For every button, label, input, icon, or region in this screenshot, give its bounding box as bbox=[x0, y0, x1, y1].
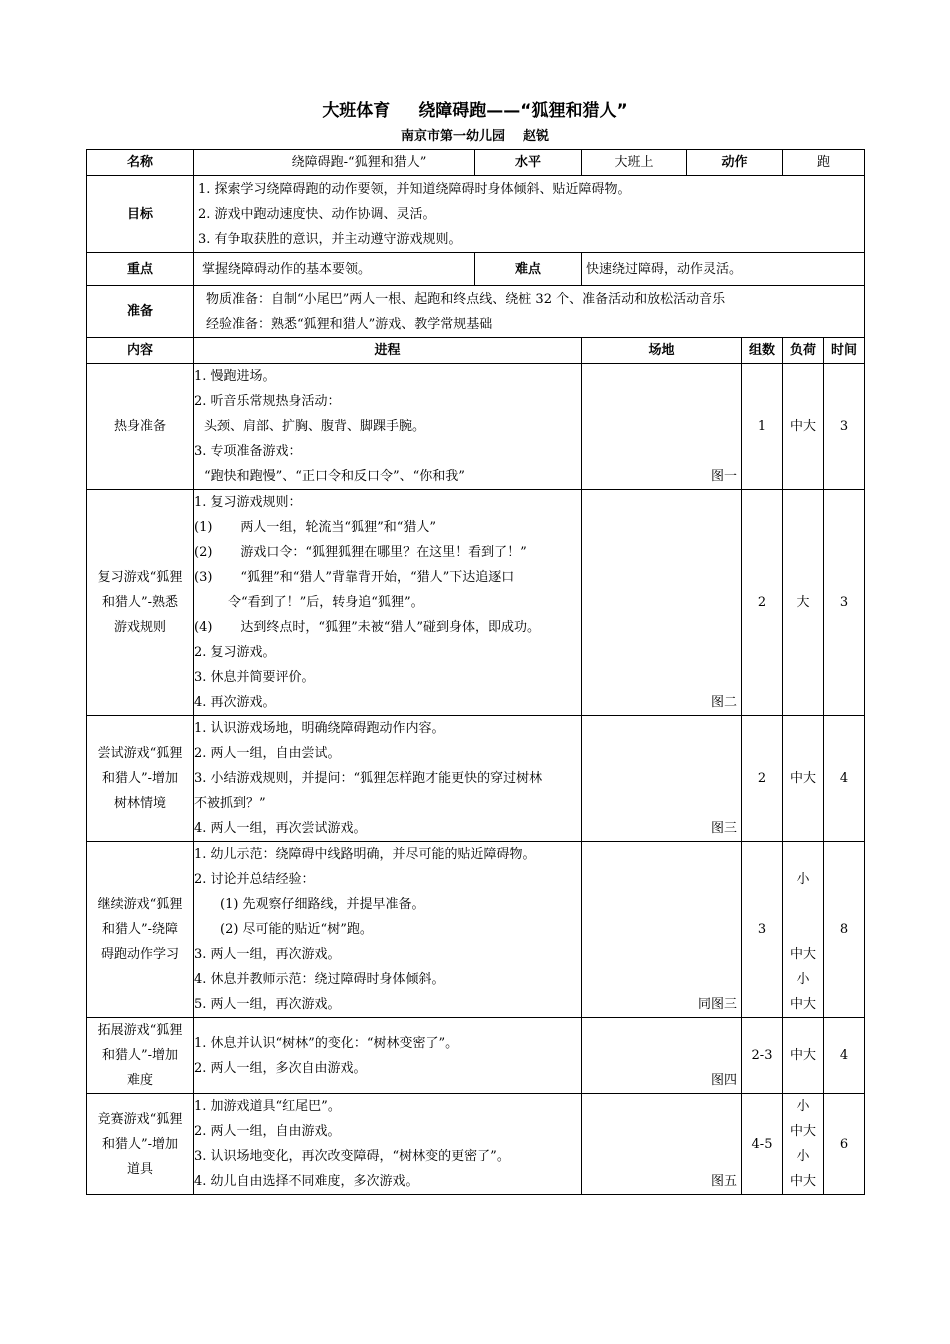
step-item bbox=[194, 540, 581, 565]
section-load bbox=[783, 1094, 824, 1195]
section-content-line: 和猎人”-增加 bbox=[101, 1048, 179, 1063]
lesson-plan-table bbox=[86, 149, 865, 1195]
step-number: (3) bbox=[194, 570, 213, 585]
step-item bbox=[194, 515, 581, 540]
document-subtitle bbox=[0, 127, 950, 147]
step-item bbox=[194, 565, 581, 590]
section-load bbox=[783, 490, 824, 716]
step-item: 令“看到了！”后，转身追“狐狸”。 bbox=[228, 595, 424, 610]
section-time: 6 bbox=[824, 1094, 865, 1195]
step-item: 4. 两人一组，再次尝试游戏。 bbox=[194, 821, 367, 836]
section-site: 图五 bbox=[582, 1094, 742, 1195]
goal-item: 1. 探索学习绕障碍跑的动作要领，并知道绕障碍时身体倾斜、贴近障碍物。 bbox=[198, 181, 631, 197]
section-content-line: 和猎人”-增加 bbox=[101, 1136, 179, 1152]
step-item: 1. 慢跑进场。 bbox=[194, 369, 276, 384]
load-value: 小 bbox=[796, 1149, 810, 1164]
step-item: 1. 加游戏道具“红尾巴”。 bbox=[194, 1099, 341, 1114]
prep-label: 准备 bbox=[87, 286, 194, 338]
info-row-name bbox=[87, 150, 865, 176]
load-value: 中大 bbox=[790, 1048, 817, 1063]
section-row bbox=[87, 1018, 865, 1094]
difficulty-value: 快速绕过障碍，动作灵活。 bbox=[582, 253, 865, 286]
step-item: 3. 休息并简要评价。 bbox=[194, 670, 315, 685]
section-content bbox=[87, 490, 194, 716]
info-row-goals bbox=[87, 176, 865, 253]
section-steps bbox=[194, 364, 582, 490]
info-row-prep bbox=[87, 286, 865, 338]
name-label: 名称 bbox=[87, 150, 194, 176]
header-content: 内容 bbox=[87, 338, 194, 364]
document-title bbox=[0, 99, 950, 123]
section-site: 图一 bbox=[582, 364, 742, 490]
goals-cell bbox=[194, 176, 865, 253]
step-item: 3. 专项准备游戏： bbox=[194, 444, 302, 459]
section-row bbox=[87, 716, 865, 842]
prep-cell bbox=[194, 286, 865, 338]
step-item: 4. 幼儿自由选择不同难度，多次游戏。 bbox=[194, 1174, 419, 1189]
step-item: 1. 认识游戏场地，明确绕障碍跑动作内容。 bbox=[194, 721, 445, 736]
level-label: 水平 bbox=[475, 150, 582, 176]
title-left: 大班体育 bbox=[322, 101, 391, 121]
step-item: 2. 两人一组，多次自由游戏。 bbox=[194, 1060, 367, 1076]
step-item: 2. 两人一组，自由游戏。 bbox=[194, 1124, 341, 1139]
key-label: 重点 bbox=[87, 253, 194, 286]
step-item bbox=[194, 615, 581, 640]
load-value: 中大 bbox=[790, 1124, 817, 1139]
section-content-line: 拓展游戏“狐狸 bbox=[97, 1023, 183, 1038]
section-content-line: 游戏规则 bbox=[113, 620, 166, 635]
section-content-line: 难度 bbox=[126, 1073, 153, 1088]
goals-label: 目标 bbox=[87, 176, 194, 253]
step-item: 2. 听音乐常规热身活动： bbox=[194, 394, 341, 409]
section-steps bbox=[194, 716, 582, 842]
section-time: 8 bbox=[824, 842, 865, 1018]
load-value: 小 bbox=[796, 872, 810, 887]
section-groups: 2 bbox=[742, 490, 783, 716]
section-content-line: 复习游戏“狐狸 bbox=[97, 570, 183, 585]
name-value: 绕障碍跑-“狐狸和猎人” bbox=[194, 150, 475, 176]
section-row bbox=[87, 842, 865, 1018]
section-steps bbox=[194, 842, 582, 1018]
step-item: 5. 两人一组，再次游戏。 bbox=[194, 997, 341, 1012]
difficulty-label: 难点 bbox=[475, 253, 582, 286]
section-time: 4 bbox=[824, 716, 865, 842]
section-steps bbox=[194, 1018, 582, 1094]
section-content-line: 和猎人”-绕障 bbox=[101, 922, 179, 937]
prep-item: 物质准备：自制“小尾巴”两人一根、起跑和终点线、绕桩 32 个、准备活动和放松活动音乐 bbox=[206, 291, 726, 307]
section-load bbox=[783, 364, 824, 490]
step-number: (4) bbox=[194, 620, 213, 635]
step-text: 达到终点时，“狐狸”未被“猎人”碰到身体，即成功。 bbox=[240, 620, 541, 635]
load-value: 中大 bbox=[790, 771, 817, 786]
section-groups: 2-3 bbox=[742, 1018, 783, 1094]
section-groups: 3 bbox=[742, 842, 783, 1018]
step-item: 2. 讨论并总结经验： bbox=[194, 872, 315, 887]
section-time: 3 bbox=[824, 490, 865, 716]
step-number: (2) bbox=[194, 545, 213, 560]
section-load bbox=[783, 1018, 824, 1094]
section-content-line: 碍跑动作学习 bbox=[100, 947, 179, 962]
step-item: 3. 两人一组，再次游戏。 bbox=[194, 947, 341, 962]
load-value: 小 bbox=[796, 1099, 810, 1114]
teacher-name: 赵锐 bbox=[523, 129, 550, 144]
action-label: 动作 bbox=[687, 150, 783, 176]
section-groups: 2 bbox=[742, 716, 783, 842]
title-right: 绕障碍跑——“狐狸和猎人” bbox=[418, 101, 628, 121]
key-value: 掌握绕障碍动作的基本要领。 bbox=[194, 253, 475, 286]
section-time: 3 bbox=[824, 364, 865, 490]
step-item: 4. 休息并教师示范：绕过障碍时身体倾斜。 bbox=[194, 972, 445, 987]
header-site: 场地 bbox=[582, 338, 742, 364]
section-content-line: 继续游戏“狐狸 bbox=[97, 897, 183, 912]
prep-item: 经验准备：熟悉“狐狸和猎人”游戏、教学常规基础 bbox=[206, 316, 493, 332]
step-text: 游戏口令：“狐狸狐狸在哪里？在这里！看到了！” bbox=[240, 545, 527, 560]
section-row bbox=[87, 490, 865, 716]
step-item: 1. 休息并认识“树林”的变化：“树林变密了”。 bbox=[194, 1035, 459, 1051]
header-time: 时间 bbox=[824, 338, 865, 364]
step-item: 头颈、肩部、扩胸、腹背、脚踝手腕。 bbox=[204, 419, 426, 434]
section-site: 同图三 bbox=[582, 842, 742, 1018]
load-value: 中大 bbox=[790, 947, 817, 962]
step-item: 1. 复习游戏规则： bbox=[194, 495, 302, 510]
step-item: (1) 先观察仔细路线，并提早准备。 bbox=[220, 897, 425, 912]
step-item: 3. 认识场地变化，再次改变障碍，“树林变的更密了”。 bbox=[194, 1149, 510, 1164]
step-text: 两人一组，轮流当“狐狸”和“猎人” bbox=[240, 520, 437, 535]
section-row bbox=[87, 364, 865, 490]
goal-item: 3. 有争取获胜的意识，并主动遵守游戏规则。 bbox=[198, 231, 462, 247]
action-value: 跑 bbox=[783, 150, 865, 176]
step-item: 2. 复习游戏。 bbox=[194, 645, 276, 660]
section-steps bbox=[194, 1094, 582, 1195]
step-item: (2) 尽可能的贴近“树”跑。 bbox=[220, 922, 373, 937]
section-site: 图四 bbox=[582, 1018, 742, 1094]
header-load: 负荷 bbox=[783, 338, 824, 364]
step-text: “狐狸”和“猎人”背靠背开始，“猎人”下达追逐口 bbox=[240, 570, 515, 585]
section-content-line: 树林情境 bbox=[113, 796, 166, 811]
load-value: 中大 bbox=[790, 419, 817, 434]
section-steps bbox=[194, 490, 582, 716]
column-header-row bbox=[87, 338, 865, 364]
section-content bbox=[87, 364, 194, 490]
section-content bbox=[87, 1018, 194, 1094]
load-value: 小 bbox=[796, 972, 810, 987]
load-value: 中大 bbox=[790, 1174, 817, 1189]
section-content-line: 竞赛游戏“狐狸 bbox=[97, 1111, 183, 1127]
step-item: 3. 小结游戏规则，并提问：“狐狸怎样跑才能更快的穿过树林 bbox=[194, 771, 543, 786]
step-item: 1. 幼儿示范：绕障碍中线路明确，并尽可能的贴近障碍物。 bbox=[194, 847, 536, 862]
step-item: 4. 再次游戏。 bbox=[194, 695, 276, 710]
step-item: “跑快和跑慢”、“正口令和反口令”、“你和我” bbox=[204, 469, 465, 484]
load-value: 中大 bbox=[790, 997, 817, 1012]
section-content-line: 尝试游戏“狐狸 bbox=[97, 746, 183, 761]
section-site: 图三 bbox=[582, 716, 742, 842]
section-groups: 4-5 bbox=[742, 1094, 783, 1195]
goal-item: 2. 游戏中跑动速度快、动作协调、灵活。 bbox=[198, 206, 436, 222]
step-number: (1) bbox=[194, 520, 213, 535]
section-row bbox=[87, 1094, 865, 1195]
section-content-line: 和猎人”-增加 bbox=[101, 771, 179, 786]
section-site: 图二 bbox=[582, 490, 742, 716]
section-load bbox=[783, 716, 824, 842]
section-content bbox=[87, 842, 194, 1018]
section-time: 4 bbox=[824, 1018, 865, 1094]
section-groups: 1 bbox=[742, 364, 783, 490]
section-content bbox=[87, 716, 194, 842]
section-content-line: 热身准备 bbox=[113, 419, 166, 434]
section-content-line: 道具 bbox=[126, 1161, 153, 1177]
section-load bbox=[783, 842, 824, 1018]
header-groups: 组数 bbox=[742, 338, 783, 364]
step-item: 不被抓到？” bbox=[194, 796, 266, 811]
level-value: 大班上 bbox=[582, 150, 687, 176]
load-value: 大 bbox=[796, 595, 810, 610]
school-name: 南京市第一幼儿园 bbox=[400, 129, 505, 144]
info-row-key bbox=[87, 253, 865, 286]
section-content bbox=[87, 1094, 194, 1195]
step-item: 2. 两人一组，自由尝试。 bbox=[194, 746, 341, 761]
section-content-line: 和猎人”-熟悉 bbox=[101, 595, 179, 610]
header-process: 进程 bbox=[194, 338, 582, 364]
